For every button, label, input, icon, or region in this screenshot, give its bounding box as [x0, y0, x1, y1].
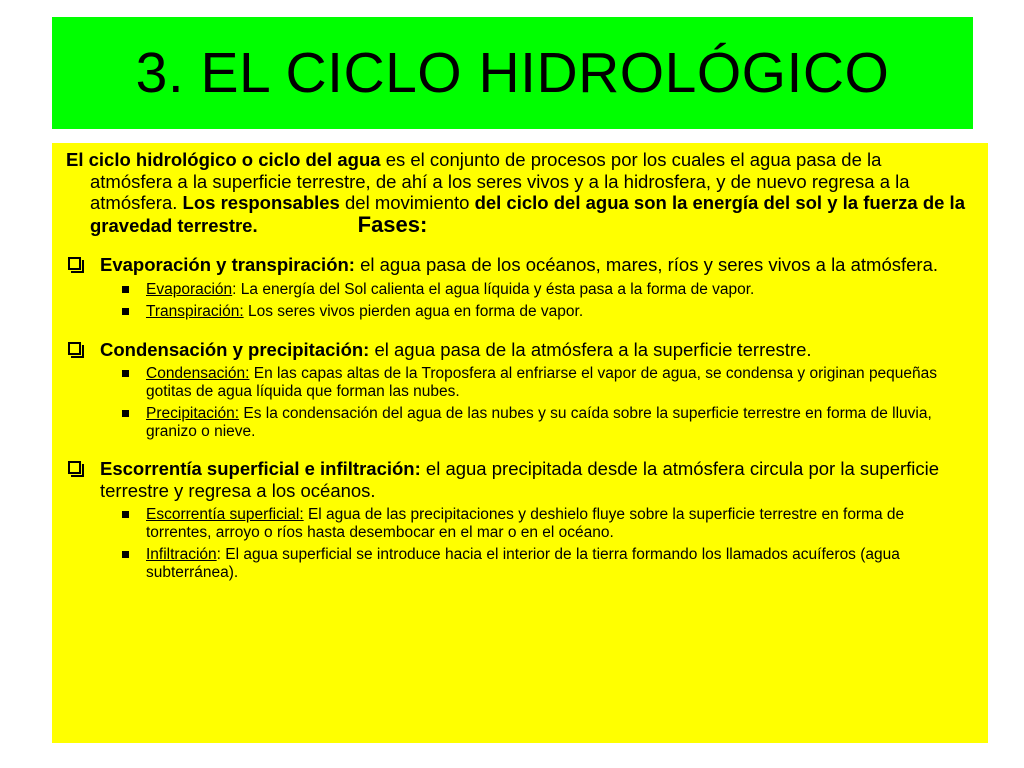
square-bullet-icon — [122, 410, 129, 417]
sub-item-infiltracion — [66, 546, 966, 581]
phase-description: el agua precipitada desde la atmósfera circula por la superficie terrestre y regresa a los océanos. — [100, 458, 940, 501]
content-box — [52, 143, 988, 743]
sub-item-transpiracion — [66, 303, 966, 321]
phase-condensation — [66, 339, 966, 441]
sub-item-condensacion — [66, 365, 966, 400]
phase-heading — [66, 254, 966, 276]
phase-title: Condensación y precipitación: — [100, 338, 370, 360]
slide-title: 3. EL CICLO HIDROLÓGICO — [135, 41, 890, 105]
checkbox-bullet-icon — [68, 342, 81, 355]
square-bullet-icon — [122, 308, 129, 315]
fases-label: Fases: — [357, 211, 428, 237]
intro-bold-1: El ciclo hidrológico o ciclo del agua — [66, 149, 381, 170]
square-bullet-icon — [122, 551, 129, 558]
intro-text-1: es el conjunto de procesos por los cuales el agua pasa de la atmósfera a la superficie terrestre, de ahí a los seres vivos y a la hidrosfera, y de nuevo regresa a la atmósfera. — [90, 149, 910, 213]
sub-text: Los seres vivos pierden agua en forma de vapor. — [243, 303, 584, 320]
sub-term: Escorrentía superficial: — [146, 506, 304, 523]
sub-item-evaporacion — [66, 281, 966, 299]
checkbox-bullet-icon — [68, 461, 81, 474]
square-bullet-icon — [122, 511, 129, 518]
sub-text: Es la condensación del agua de las nubes y su caída sobre la superficie terrestre en forma de lluvia, granizo o nieve. — [146, 405, 932, 440]
intro-text-2: del movimiento — [339, 192, 475, 213]
phase-runoff — [66, 458, 966, 581]
sub-term: Precipitación: — [146, 405, 240, 422]
phase-title: Escorrentía superficial e infiltración: — [100, 458, 421, 479]
phase-description: el agua pasa de los océanos, mares, ríos y seres vivos a la atmósfera. — [354, 254, 939, 275]
phase-description: el agua pasa de la atmósfera a la superficie terrestre. — [369, 338, 812, 360]
sub-term: Infiltración — [146, 546, 217, 563]
sub-term: Transpiración: — [146, 303, 244, 320]
sub-term: Condensación: — [146, 365, 250, 382]
sub-text: : El agua superficial se introduce hacia el interior de la tierra formando los llamados acuíferos (agua subterránea). — [146, 546, 900, 581]
square-bullet-icon — [122, 286, 129, 293]
title-bar — [52, 17, 973, 129]
intro-bold-3: del ciclo del agua son la energía del sol y la fuerza de la gravedad terrestre. — [90, 192, 965, 236]
checkbox-bullet-icon — [68, 257, 81, 270]
phase-title: Evaporación y transpiración: — [100, 254, 355, 275]
phase-heading — [66, 458, 966, 501]
phase-heading — [66, 339, 966, 361]
sub-item-precipitacion — [66, 405, 966, 440]
sub-text: En las capas altas de la Troposfera al enfriarse el vapor de agua, se condensa y originan pequeñas gotitas de agua líquida que forman las nubes. — [146, 365, 938, 400]
phase-evaporation — [66, 254, 966, 321]
intro-bold-2: Los responsables — [182, 192, 340, 213]
intro-paragraph — [66, 149, 966, 236]
sub-text: : La energía del Sol calienta el agua líquida y ésta pasa a la forma de vapor. — [232, 280, 755, 298]
square-bullet-icon — [122, 370, 129, 377]
sub-text: El agua de las precipitaciones y deshielo fluye sobre la superficie terrestre en forma de torrentes, arroyo o ríos hasta desembocar en el mar o en el océano. — [146, 506, 905, 541]
sub-term: Evaporación — [146, 280, 233, 298]
sub-item-escorrentia — [66, 506, 966, 541]
